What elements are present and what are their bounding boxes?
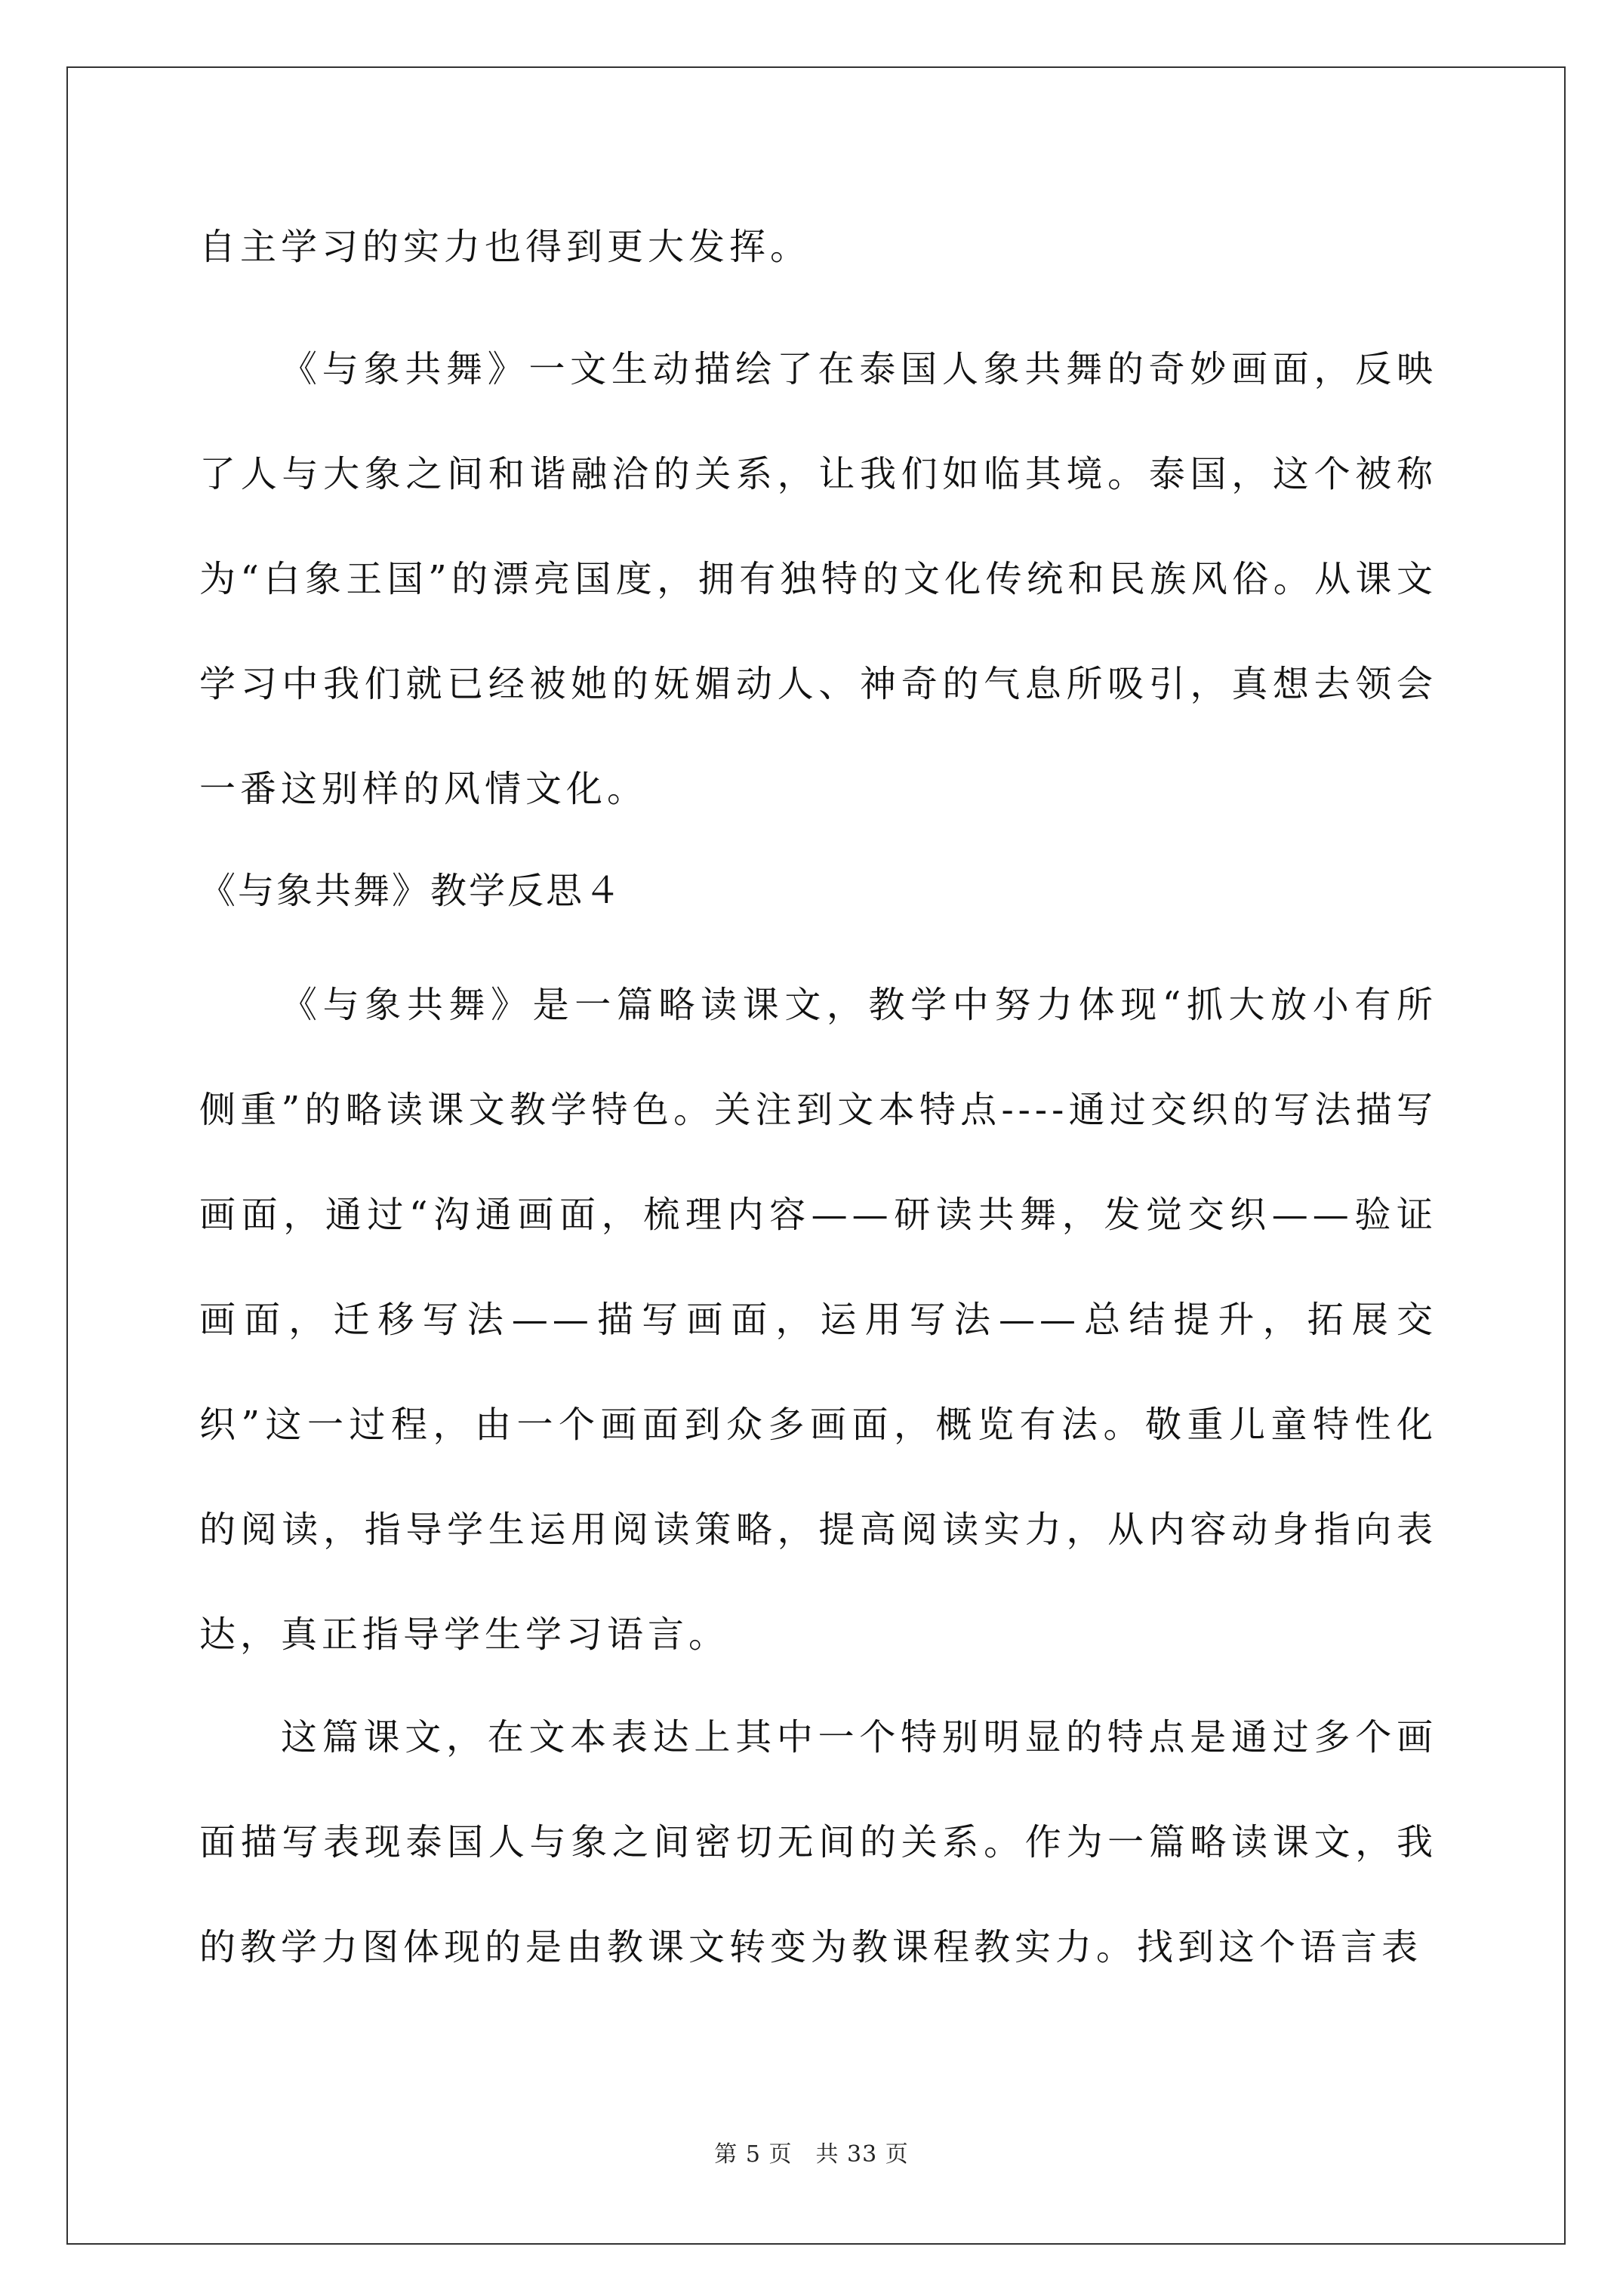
section-heading: 《与象共舞》教学反思４ [199,870,624,912]
page-number-footer: 第 5 页 共 33 页 [714,2141,909,2168]
paragraph-reflection-1: 《与象共舞》是一篇略读课文，教学中努力体现“抓大放小有所侧重”的略读课文教学特色。关注到文本特点----通过交织的写法描写画面，通过“沟通画面，梳理内容——研读共舞，发觉交织——验证画面，迁移写法——描写画面，运用写法——总结提升，拓展交织”这一过程，由一个画面到众多画面，概览有法。敬重儿童特性化的阅读，指导学生运用阅读策略，提高阅读实力，从内容动身指向表达，真正指导学生学习语言。 [199,984,1437,1656]
paragraph-reflection-2: 这篇课文，在文本表达上其中一个特别明显的特点是通过多个画面描写表现泰国人与象之间密切无间的关系。作为一篇略读课文，我的教学力图体现的是由教课文转变为教课程教实力。找到这个语言表 [199,1716,1437,1968]
paragraph-intro: 《与象共舞》一文生动描绘了在泰国人象共舞的奇妙画面，反映了人与大象之间和谐融洽的关系，让我们如临其境。泰国，这个被称为“白象王国”的漂亮国度，拥有独特的文化传统和民族风俗。从课文学习中我们就已经被她的妩媚动人、神奇的气息所吸引，真想去领会一番这别样的风情文化。 [199,348,1437,810]
paragraph-continuation: 自主学习的实力也得到更大发挥。 [199,226,812,268]
